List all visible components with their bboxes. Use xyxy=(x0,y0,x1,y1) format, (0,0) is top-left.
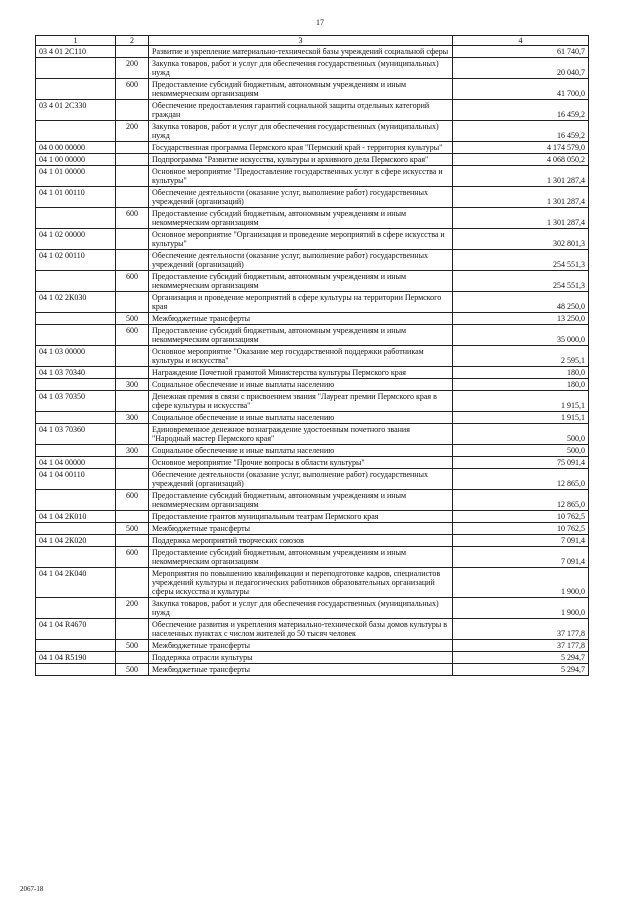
table-row xyxy=(36,208,589,229)
item-description: Предоставление субсидий бюджетным, автономным учреждениям и иным некоммерческим организациям xyxy=(149,208,453,229)
target-article-code xyxy=(36,271,116,292)
item-description: Обеспечение деятельности (оказание услуг, выполнение работ) государственных учреждений (организаций) xyxy=(149,250,453,271)
table-row xyxy=(36,445,589,457)
item-description: Поддержка мероприятий творческих союзов xyxy=(149,535,453,547)
expense-type-code: 600 xyxy=(116,490,149,511)
table-row xyxy=(36,535,589,547)
expense-type-code: 600 xyxy=(116,208,149,229)
amount-value: 75 091,4 xyxy=(453,457,589,469)
table-row xyxy=(36,46,589,58)
amount-value: 7 091,4 xyxy=(453,535,589,547)
expense-type-code xyxy=(116,511,149,523)
expense-type-code xyxy=(116,652,149,664)
target-article-code xyxy=(36,664,116,676)
table-row xyxy=(36,412,589,424)
budget-table xyxy=(35,35,589,676)
expense-type-code xyxy=(116,367,149,379)
amount-value: 7 091,4 xyxy=(453,547,589,568)
target-article-code: 04 1 02 00000 xyxy=(36,229,116,250)
amount-value: 1 915,1 xyxy=(453,391,589,412)
amount-value: 5 294,7 xyxy=(453,652,589,664)
item-description: Социальное обеспечение и иные выплаты населению xyxy=(149,379,453,391)
target-article-code: 04 1 04 00000 xyxy=(36,457,116,469)
amount-value: 180,0 xyxy=(453,379,589,391)
expense-type-code: 500 xyxy=(116,523,149,535)
target-article-code xyxy=(36,121,116,142)
item-description: Обеспечение предоставления гарантий социальной защиты отдельных категорий граждан xyxy=(149,100,453,121)
item-description: Закупка товаров, работ и услуг для обеспечения государственных (муниципальных) нужд xyxy=(149,58,453,79)
item-description: Подпрограмма "Развитие искусства, культуры и архивного дела Пермского края" xyxy=(149,154,453,166)
expense-type-code: 600 xyxy=(116,79,149,100)
table-row xyxy=(36,100,589,121)
amount-value: 48 250,0 xyxy=(453,292,589,313)
expense-type-code: 600 xyxy=(116,271,149,292)
item-description: Межбюджетные трансферты xyxy=(149,523,453,535)
item-description: Обеспечение деятельности (оказание услуг, выполнение работ) государственных учреждений (организаций) xyxy=(149,469,453,490)
amount-value: 12 865,0 xyxy=(453,490,589,511)
table-row xyxy=(36,346,589,367)
target-article-code: 04 1 04 R4670 xyxy=(36,619,116,640)
item-description: Обеспечение развития и укрепления материально-технической базы домов культуры в населенных пунктах с числом жителей до 50 тысяч человек xyxy=(149,619,453,640)
amount-value: 37 177,8 xyxy=(453,640,589,652)
column-header-2: 2 xyxy=(116,36,149,46)
expense-type-code xyxy=(116,346,149,367)
target-article-code: 04 1 04 R5190 xyxy=(36,652,116,664)
expense-type-code: 600 xyxy=(116,547,149,568)
table-row xyxy=(36,469,589,490)
target-article-code xyxy=(36,490,116,511)
amount-value: 1 301 287,4 xyxy=(453,208,589,229)
expense-type-code: 300 xyxy=(116,379,149,391)
expense-type-code xyxy=(116,154,149,166)
table-body xyxy=(36,46,589,676)
item-description: Награждение Почетной грамотой Министерства культуры Пермского края xyxy=(149,367,453,379)
item-description: Предоставление субсидий бюджетным, автономным учреждениям и иным некоммерческим организациям xyxy=(149,547,453,568)
target-article-code xyxy=(36,313,116,325)
target-article-code: 04 1 02 00110 xyxy=(36,250,116,271)
expense-type-code xyxy=(116,424,149,445)
table-row xyxy=(36,598,589,619)
item-description: Основное мероприятие "Организация и проведение мероприятий в сфере искусства и культуры" xyxy=(149,229,453,250)
target-article-code xyxy=(36,640,116,652)
table-row xyxy=(36,619,589,640)
amount-value: 254 551,3 xyxy=(453,250,589,271)
item-description: Денежная премия в связи с присвоением звания "Лауреат премии Пермского края в сфере культуры и искусства" xyxy=(149,391,453,412)
item-description: Основное мероприятие "Оказание мер государственной поддержки работникам культуры и искусства" xyxy=(149,346,453,367)
expense-type-code xyxy=(116,535,149,547)
item-description: Межбюджетные трансферты xyxy=(149,664,453,676)
expense-type-code: 300 xyxy=(116,445,149,457)
item-description: Социальное обеспечение и иные выплаты населению xyxy=(149,412,453,424)
expense-type-code xyxy=(116,568,149,598)
table-row xyxy=(36,568,589,598)
item-description: Социальное обеспечение и иные выплаты населению xyxy=(149,445,453,457)
table-row xyxy=(36,367,589,379)
target-article-code xyxy=(36,523,116,535)
expense-type-code xyxy=(116,391,149,412)
expense-type-code xyxy=(116,100,149,121)
target-article-code: 04 1 01 00000 xyxy=(36,166,116,187)
item-description: Межбюджетные трансферты xyxy=(149,640,453,652)
table-row xyxy=(36,379,589,391)
target-article-code: 04 1 00 00000 xyxy=(36,154,116,166)
target-article-code xyxy=(36,208,116,229)
amount-value: 1 301 287,4 xyxy=(453,187,589,208)
table-row xyxy=(36,166,589,187)
target-article-code: 04 1 04 2К040 xyxy=(36,568,116,598)
amount-value: 5 294,7 xyxy=(453,664,589,676)
table-row xyxy=(36,229,589,250)
item-description: Единовременное денежное вознаграждение удостоенным почетного звания "Народный мастер Пермского края" xyxy=(149,424,453,445)
table-row xyxy=(36,250,589,271)
table-row xyxy=(36,142,589,154)
expense-type-code xyxy=(116,457,149,469)
table-row xyxy=(36,490,589,511)
target-article-code: 04 1 03 00000 xyxy=(36,346,116,367)
amount-value: 35 000,0 xyxy=(453,325,589,346)
item-description: Основное мероприятие "Прочие вопросы в области культуры" xyxy=(149,457,453,469)
expense-type-code xyxy=(116,292,149,313)
expense-type-code: 500 xyxy=(116,640,149,652)
table-row xyxy=(36,187,589,208)
amount-value: 20 040,7 xyxy=(453,58,589,79)
table-row xyxy=(36,523,589,535)
target-article-code: 04 1 01 00110 xyxy=(36,187,116,208)
expense-type-code xyxy=(116,250,149,271)
amount-value: 2 595,1 xyxy=(453,346,589,367)
amount-value: 4 068 050,2 xyxy=(453,154,589,166)
item-description: Поддержка отрасли культуры xyxy=(149,652,453,664)
table-row xyxy=(36,79,589,100)
expense-type-code xyxy=(116,187,149,208)
amount-value: 500,0 xyxy=(453,445,589,457)
amount-value: 1 900,0 xyxy=(453,598,589,619)
item-description: Закупка товаров, работ и услуг для обеспечения государственных (муниципальных) нужд xyxy=(149,121,453,142)
target-article-code xyxy=(36,412,116,424)
item-description: Предоставление субсидий бюджетным, автономным учреждениям и иным некоммерческим организациям xyxy=(149,271,453,292)
table-row xyxy=(36,664,589,676)
table-row xyxy=(36,313,589,325)
item-description: Предоставление грантов муниципальным театрам Пермского края xyxy=(149,511,453,523)
amount-value: 37 177,8 xyxy=(453,619,589,640)
target-article-code: 04 1 03 70360 xyxy=(36,424,116,445)
expense-type-code xyxy=(116,619,149,640)
target-article-code xyxy=(36,598,116,619)
item-description: Обеспечение деятельности (оказание услуг, выполнение работ) государственных учреждений (организаций) xyxy=(149,187,453,208)
amount-value: 302 801,3 xyxy=(453,229,589,250)
target-article-code: 04 1 03 70340 xyxy=(36,367,116,379)
item-description: Предоставление субсидий бюджетным, автономным учреждениям и иным некоммерческим организациям xyxy=(149,490,453,511)
expense-type-code: 200 xyxy=(116,598,149,619)
target-article-code: 03 4 01 2С110 xyxy=(36,46,116,58)
amount-value: 500,0 xyxy=(453,424,589,445)
table-header-row xyxy=(36,36,589,46)
target-article-code: 04 1 03 70350 xyxy=(36,391,116,412)
target-article-code: 04 1 04 2К010 xyxy=(36,511,116,523)
item-description: Предоставление субсидий бюджетным, автономным учреждениям и иным некоммерческим организациям xyxy=(149,79,453,100)
expense-type-code xyxy=(116,142,149,154)
column-header-1: 1 xyxy=(36,36,116,46)
table-row xyxy=(36,271,589,292)
amount-value: 254 551,3 xyxy=(453,271,589,292)
item-description: Основное мероприятие "Предоставление государственных услуг в сфере искусства и культуры" xyxy=(149,166,453,187)
target-article-code: 04 0 00 00000 xyxy=(36,142,116,154)
page-number: 17 xyxy=(316,18,324,27)
target-article-code: 04 1 02 2К030 xyxy=(36,292,116,313)
column-header-3: 3 xyxy=(149,36,453,46)
amount-value: 41 700,0 xyxy=(453,79,589,100)
table-row xyxy=(36,58,589,79)
target-article-code xyxy=(36,325,116,346)
amount-value: 12 865,0 xyxy=(453,469,589,490)
amount-value: 16 459,2 xyxy=(453,121,589,142)
item-description: Закупка товаров, работ и услуг для обеспечения государственных (муниципальных) нужд xyxy=(149,598,453,619)
amount-value: 180,0 xyxy=(453,367,589,379)
table-row xyxy=(36,391,589,412)
item-description: Мероприятия по повышению квалификации и переподготовке кадров, специалистов учреждений культуры и педагогических работников образовательных организаций сферы искусства и культуры xyxy=(149,568,453,598)
target-article-code: 04 1 04 00110 xyxy=(36,469,116,490)
expense-type-code: 600 xyxy=(116,325,149,346)
table-row xyxy=(36,292,589,313)
target-article-code xyxy=(36,79,116,100)
target-article-code: 03 4 01 2С330 xyxy=(36,100,116,121)
table-row xyxy=(36,652,589,664)
amount-value: 4 174 579,0 xyxy=(453,142,589,154)
amount-value: 10 762,5 xyxy=(453,511,589,523)
document-code: 2067-18 xyxy=(20,885,44,893)
expense-type-code: 200 xyxy=(116,58,149,79)
table-row xyxy=(36,640,589,652)
target-article-code xyxy=(36,445,116,457)
table-row xyxy=(36,511,589,523)
item-description: Государственная программа Пермского края "Пермский край - территория культуры" xyxy=(149,142,453,154)
item-description: Организация и проведение мероприятий в сфере культуры на территории Пермского края xyxy=(149,292,453,313)
expense-type-code xyxy=(116,46,149,58)
table-row xyxy=(36,325,589,346)
table-row xyxy=(36,154,589,166)
table-row xyxy=(36,547,589,568)
target-article-code xyxy=(36,58,116,79)
amount-value: 13 250,0 xyxy=(453,313,589,325)
target-article-code: 04 1 04 2К020 xyxy=(36,535,116,547)
expense-type-code: 500 xyxy=(116,664,149,676)
item-description: Развитие и укрепление материально-технической базы учреждений социальной сферы xyxy=(149,46,453,58)
target-article-code xyxy=(36,379,116,391)
table-row xyxy=(36,457,589,469)
column-header-4: 4 xyxy=(453,36,589,46)
amount-value: 16 459,2 xyxy=(453,100,589,121)
amount-value: 61 740,7 xyxy=(453,46,589,58)
amount-value: 1 301 287,4 xyxy=(453,166,589,187)
expense-type-code xyxy=(116,229,149,250)
amount-value: 10 762,5 xyxy=(453,523,589,535)
expense-type-code xyxy=(116,469,149,490)
amount-value: 1 915,1 xyxy=(453,412,589,424)
expense-type-code: 200 xyxy=(116,121,149,142)
target-article-code xyxy=(36,547,116,568)
item-description: Предоставление субсидий бюджетным, автономным учреждениям и иным некоммерческим организациям xyxy=(149,325,453,346)
table-row xyxy=(36,121,589,142)
amount-value: 1 900,0 xyxy=(453,568,589,598)
expense-type-code: 500 xyxy=(116,313,149,325)
expense-type-code xyxy=(116,166,149,187)
expense-type-code: 300 xyxy=(116,412,149,424)
item-description: Межбюджетные трансферты xyxy=(149,313,453,325)
table-row xyxy=(36,424,589,445)
